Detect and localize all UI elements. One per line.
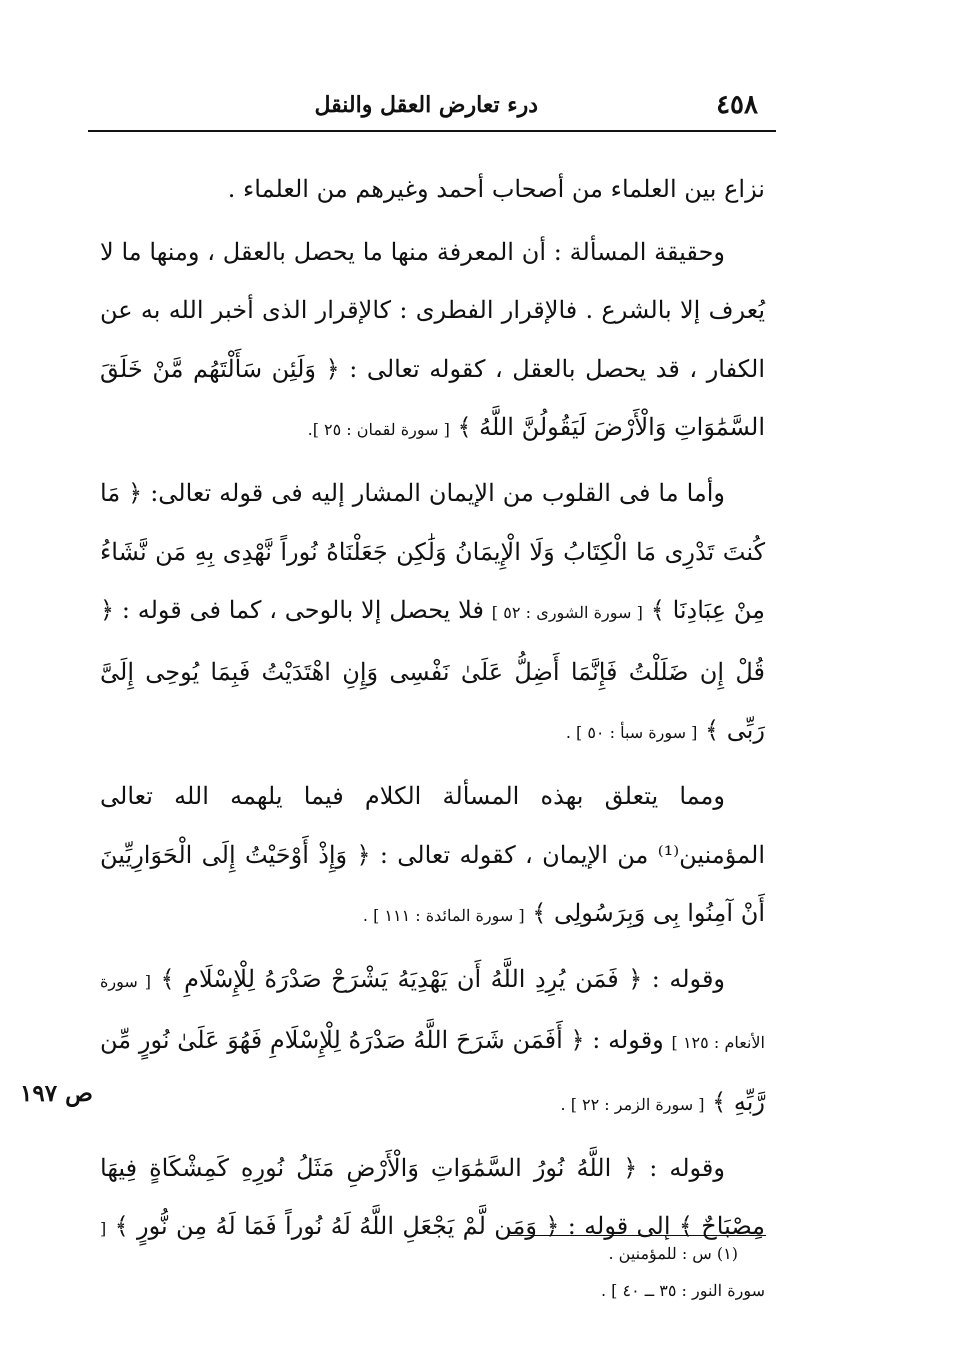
paragraph-text: وأما ما فى القلوب من الإيمان المشار إليه فى قوله تعالى: ﴿ مَا كُنتَ تَدْرِى مَا الْكِتَابُ وَلَا الْإِيمَانُ وَلَٰكِن جَعَلْنَاهُ نُوراً نَّهْدِى بِهِ مَن نَّشَاءُ مِنْ عِبَادِنَا ﴾ xyxy=(100,478,766,625)
paragraph-1 xyxy=(100,160,765,219)
quran-reference: [ سورة سبأ : ٥٠ ] . xyxy=(565,723,698,743)
paragraph-text: وقوله : ﴿ أَفَمَن شَرَحَ اللَّهُ صَدْرَهُ لِلْإِسْلَامِ فَهُوَ عَلَىٰ نُورٍ مِّن رَّبِّهِ ﴾ xyxy=(100,1026,765,1116)
header-rule xyxy=(88,130,776,132)
page-header xyxy=(88,86,776,132)
paragraph-text: ومما يتعلق بهذه المسألة الكلام فيما يلهمه الله تعالى المؤمنين⁽¹⁾ من الإيمان ، كقوله تعالى : ﴿ وَإِذْ أَوْحَيْتُ إِلَى الْحَوَارِيِّينَ أَنْ آمِنُوا بِى وَبِرَسُولِى ﴾ xyxy=(100,781,765,928)
paragraph-text: وقوله : ﴿ اللَّهُ نُورُ السَّمَٰوَاتِ وَالْأَرْضِ مَثَلُ نُورِهِ كَمِشْكَاةٍ فِيهَا مِصْبَاحٌ ﴾ إلى قوله : ﴿ وَمَن لَّمْ يَجْعَلِ اللَّهُ لَهُ نُوراً فَمَا لَهُ مِن نُّورٍ ﴾ xyxy=(100,1153,766,1241)
paragraph-2 xyxy=(100,223,765,460)
paragraph-5 xyxy=(100,950,765,1135)
main-text xyxy=(100,160,765,1324)
running-title: درء تعارض العقل والنقل xyxy=(314,92,538,118)
paragraph-4 xyxy=(100,767,765,946)
page-number: ٤٥٨ xyxy=(716,90,758,120)
margin-page-note: ص ١٩٧ xyxy=(20,1080,93,1107)
paragraph-3 xyxy=(100,464,765,763)
paragraph-text: وقوله : ﴿ فَمَن يُرِدِ اللَّهُ أَن يَهْدِيَهُ يَشْرَحْ صَدْرَهُ لِلْإِسْلَامِ ﴾ xyxy=(160,964,726,993)
paragraph-text: وحقيقة المسألة : أن المعرفة منها ما يحصل بالعقل ، ومنها ما لا يُعرف إلا بالشرع . فالإقرار الفطرى : كالإقرار الذى أخبر الله به عن الكفار ، قد يحصل بالعقل ، كقوله تعالى : ﴿ وَلَئِن سَأَلْتَهُم مَّنْ خَلَقَ السَّمَٰوَاتِ وَالْأَرْضَ لَيَقُولُنَّ اللَّهُ ﴾ xyxy=(100,237,765,442)
quran-reference: [ سورة الأنعام : ١٢٥ ] xyxy=(100,971,766,1053)
paragraph-6 xyxy=(100,1139,765,1321)
quran-reference: [ سورة النور : ٣٥ ــ ٤٠ ] . xyxy=(100,1219,765,1300)
quran-reference: [ سورة الشورى : ٥٢ ] xyxy=(491,603,643,623)
footnote: (١) س : للمؤمنين . xyxy=(608,1244,738,1263)
paragraph-text: فلا يحصل إلا بالوحى ، كما فى قوله : ﴿ قُلْ إِن ضَلَلْتُ فَإِنَّمَا أَضِلُّ عَلَىٰ نَفْسِى وَإِنِ اهْتَدَيْتُ فَبِمَا يُوحِى إِلَىَّ رَبِّى ﴾ xyxy=(100,596,765,745)
paragraph-text: نزاع بين العلماء من أصحاب أحمد وغيرهم من العلماء . xyxy=(227,175,765,203)
footnote-rule xyxy=(508,1235,766,1236)
quran-reference: [ سورة الزمر : ٢٢ ] . xyxy=(560,1094,705,1114)
quran-reference: [ سورة لقمان : ٢٥ ]. xyxy=(307,420,450,440)
quran-reference: [ سورة المائدة : ١١١ ] . xyxy=(362,906,525,926)
